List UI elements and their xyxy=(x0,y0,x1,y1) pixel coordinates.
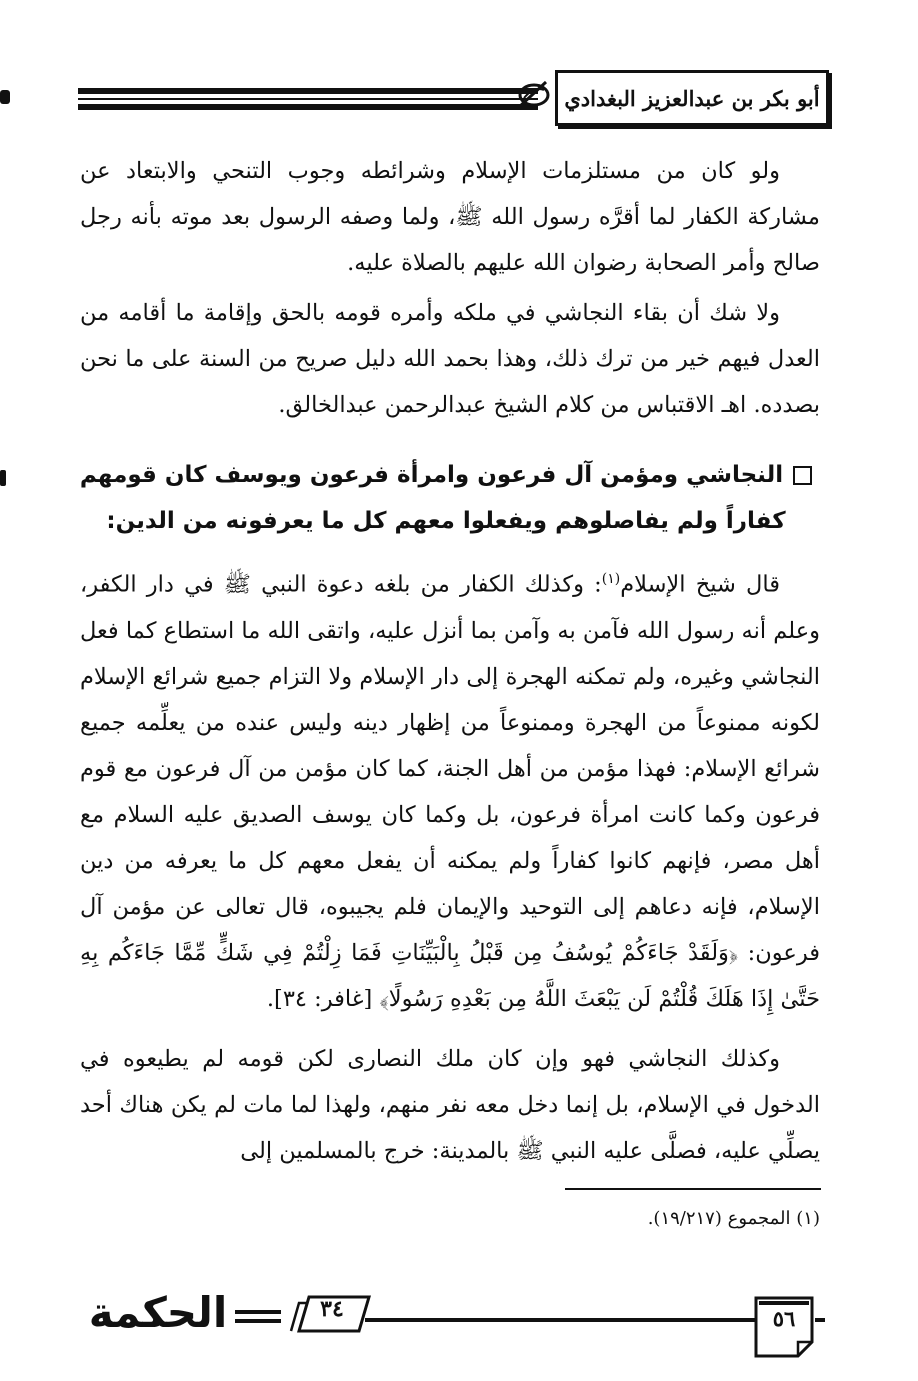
quote-lead: قال شيخ الإسلام xyxy=(620,571,780,598)
quran-reference: [غافر: ٣٤]. xyxy=(266,985,380,1012)
magazine-logo: الحكمة xyxy=(88,1288,228,1337)
quote-text: : وكذلك الكفار من بلغه دعوة النبي ﷺ في دار الكفر، وعلم أنه رسول الله فآمن به وآمن بما أنزل عليه، واتقى الله ما استطاع كما فعل النجاشي وغيره، ولم تمكنه الهجرة إلى دار الإسلام ولا التزام جميع شرائع الإسلام لكونه ممنوعاً من الهجرة وممنوعاً من إظهار دينه وليس عنده من يعلِّمه جميع شرائع الإسلام: فهذا مؤمن من أهل الجنة، كما كان مؤمن من آل فرعون مع قوم فرعون وكما كانت امرأة فرعون، بل وكما كان يوسف الصديق عليه السلام مع أهل مصر، فإنهم كانوا كفاراً ولم يمكنه أن يفعل معهم كل ما يعرفه من دين الإسلام، فإنه دعاهم إلى التوحيد والإيمان فلم يجيبوه، قال تعالى عن مؤمن آل فرعون: xyxy=(80,571,821,966)
paragraph-text: ولو كان من مستلزمات الإسلام وشرائطه وجوب التنحي والابتعاد عن مشاركة الكفار لما أقرَّه رسول الله ﷺ، ولما وصفه الرسول بعد موته بأنه رجل صالح وأمر الصحابة رضوان الله عليهم بالصلاة عليه. xyxy=(80,158,820,276)
heading-line: كفاراً ولم يفاصلوهم ويفعلوا معهم كل ما يعرفونه من الدين: xyxy=(106,508,786,534)
footer-rule xyxy=(365,1318,755,1322)
header-rules xyxy=(78,80,538,122)
header-author-box xyxy=(555,70,829,126)
issue-number: ٣٤ xyxy=(320,1296,344,1322)
header-author: أبو بكر بن عبدالعزيز البغدادي xyxy=(564,85,820,111)
logo-separator xyxy=(235,1308,281,1326)
scan-mark xyxy=(0,470,6,486)
quote-paragraph xyxy=(80,556,820,1022)
paragraph-text: ولا شك أن بقاء النجاشي في ملكه وأمره قومه بالحق وإقامة ما أقامه من العدل فيهم خير من ترك ذلك، وهذا بحمد الله دليل صريح من السنة على ما نحن بصدده. اهـ الاقتباس من كلام الشيخ عبدالرحمن عبدالخالق. xyxy=(80,300,820,418)
footnote-rule xyxy=(565,1188,821,1190)
section-heading xyxy=(72,452,820,544)
square-bullet-icon xyxy=(793,466,812,485)
paragraph xyxy=(80,290,820,428)
footnote: (١) المجموع (١٩/٢١٧). xyxy=(647,1208,820,1229)
paragraph-text: وكذلك النجاشي فهو وإن كان ملك النصارى لكن قومه لم يطيعوه في الدخول في الإسلام، بل إنما دخل معه نفر منهم، ولهذا لما مات لم يكن هناك أحد يصلِّي عليه، فصلَّى عليه النبي ﷺ بالمدينة: خرج بالمسلمين إلى xyxy=(80,1046,820,1164)
scan-mark xyxy=(0,90,10,104)
quran-verse: ﴿وَلَقَدْ جَاءَكُمْ يُوسُفُ مِن قَبْلُ بِالْبَيِّنَاتِ فَمَا زِلْتُمْ فِي شَكٍّ مِّمَّا جَاءَكُم بِهِ حَتَّىٰ إِذَا هَلَكَ قُلْتُمْ لَن يَبْعَثَ اللَّهُ مِن بَعْدِهِ رَسُولًا﴾ xyxy=(80,939,820,1012)
quill-icon xyxy=(512,78,552,112)
paragraph xyxy=(80,1036,820,1174)
footnote-ref: (١) xyxy=(601,571,621,587)
page-number: ٥٦ xyxy=(772,1306,796,1331)
heading-line: النجاشي ومؤمن آل فرعون وامرأة فرعون ويوسف كان قومهم xyxy=(79,462,784,488)
paragraph xyxy=(80,148,820,286)
